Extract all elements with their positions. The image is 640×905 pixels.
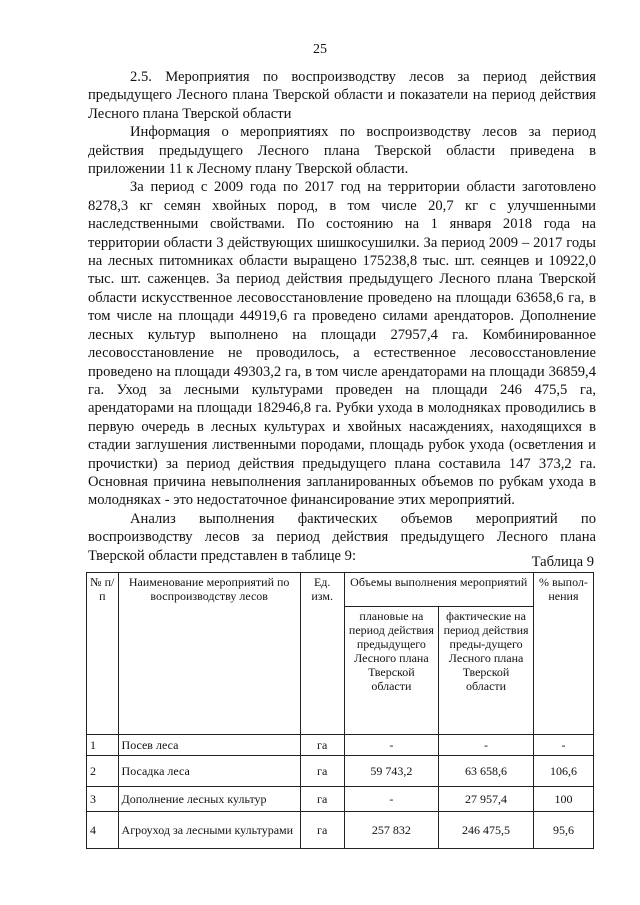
header-actual: фактические на период действия преды-дущего Лесного плана Тверской области — [439, 607, 534, 735]
cell-name: Посадка леса — [118, 756, 300, 787]
cell-percent: - — [533, 735, 593, 756]
cell-actual: 63 658,6 — [439, 756, 534, 787]
paragraph-main: За период с 2009 года по 2017 год на территории области заготовлено 8278,3 кг семян хвойных пород, в том числе 20,7 кг с улучшенными наследственными свойствами. По состоянию на 1 января 2018 года на территории области 3 действующих шишкосушилки. За период 2009 – 2017 годы на лесных питомниках области выращено 175238,8 тыс. шт. сеянцев и 10922,0 тыс. шт. саженцев. За период действия предыдущего Лесного плана Тверской области искусственное лесовосстановление проведено на площади 63658,6 га, в том числе на площади 44919,6 га проведено силами арендаторов. Дополнение лесных культур выполнено на площади 27957,4 га. Комбинированное лесовосстановление не проводилось, а естественное лесовосстановление проведено на площади 49303,2 га, в том числе арендаторами на площади 36859,4 га. Уход за лесными культурами проведен на площади 246 475,5 га, арендаторами на площади 182946,8 га. Рубки ухода в молодняках проводились в первую очередь в лесных культурах и хвойных насаждениях, находящихся в стадии заглушения лиственными породами, площадь рубок ухода (осветления и прочистки) за период действия предыдущего плана составила 147 373,2 га. Основная причина невыполнения запланированных объемов по рубкам ухода в молодняках - это недостаточное финансирование этих мероприятий. — [88, 179, 596, 509]
cell-name: Дополнение лесных культур — [118, 787, 300, 812]
section-heading: 2.5. Мероприятия по воспроизводству лесов за период действия предыдущего Лесного плана Тверской области и показатели на период действия Лесного плана Тверской области — [88, 69, 596, 122]
cell-no: 2 — [87, 756, 119, 787]
paragraph-info: Информация о мероприятиях по воспроизводству лесов за период действия предыдущего Лесного плана Тверской области приведена в приложении 11 к Лесному плану Тверской области. — [88, 124, 596, 178]
table-header-row — [87, 573, 594, 607]
cell-unit: га — [300, 756, 344, 787]
header-no: № п/п — [87, 573, 119, 735]
cell-percent: 106,6 — [533, 756, 593, 787]
header-percent: % выпол-нения — [533, 573, 593, 735]
cell-percent: 100 — [533, 787, 593, 812]
cell-actual: 246 475,5 — [439, 812, 534, 849]
table-row — [87, 812, 594, 849]
header-name: Наименование мероприятий по воспроизводству лесов — [118, 573, 300, 735]
page-number: 25 — [313, 42, 327, 57]
cell-unit: га — [300, 787, 344, 812]
reforestation-table — [86, 572, 594, 849]
header-unit: Ед. изм. — [300, 573, 344, 735]
cell-name: Агроуход за лесными культурами — [118, 812, 300, 849]
table-row — [87, 756, 594, 787]
table-row — [87, 787, 594, 812]
cell-no: 3 — [87, 787, 119, 812]
cell-planned: - — [344, 787, 439, 812]
cell-no: 4 — [87, 812, 119, 849]
cell-name: Посев леса — [118, 735, 300, 756]
cell-no: 1 — [87, 735, 119, 756]
cell-unit: га — [300, 812, 344, 849]
cell-percent: 95,6 — [533, 812, 593, 849]
cell-planned: - — [344, 735, 439, 756]
cell-planned: 257 832 — [344, 812, 439, 849]
header-planned: плановые на период действия предыдущего Лесного плана Тверской области — [344, 607, 439, 735]
cell-actual: 27 957,4 — [439, 787, 534, 812]
cell-actual: - — [439, 735, 534, 756]
cell-unit: га — [300, 735, 344, 756]
body-text — [88, 68, 596, 565]
table-caption: Таблица 9 — [531, 554, 594, 570]
table-row — [87, 735, 594, 756]
header-volumes: Объемы выполнения мероприятий — [344, 573, 533, 607]
paragraph-analysis: Анализ выполнения фактических объемов мероприятий по воспроизводству лесов за период действия предыдущего Лесного плана Тверской области представлен в таблице 9: — [88, 510, 596, 564]
cell-planned: 59 743,2 — [344, 756, 439, 787]
